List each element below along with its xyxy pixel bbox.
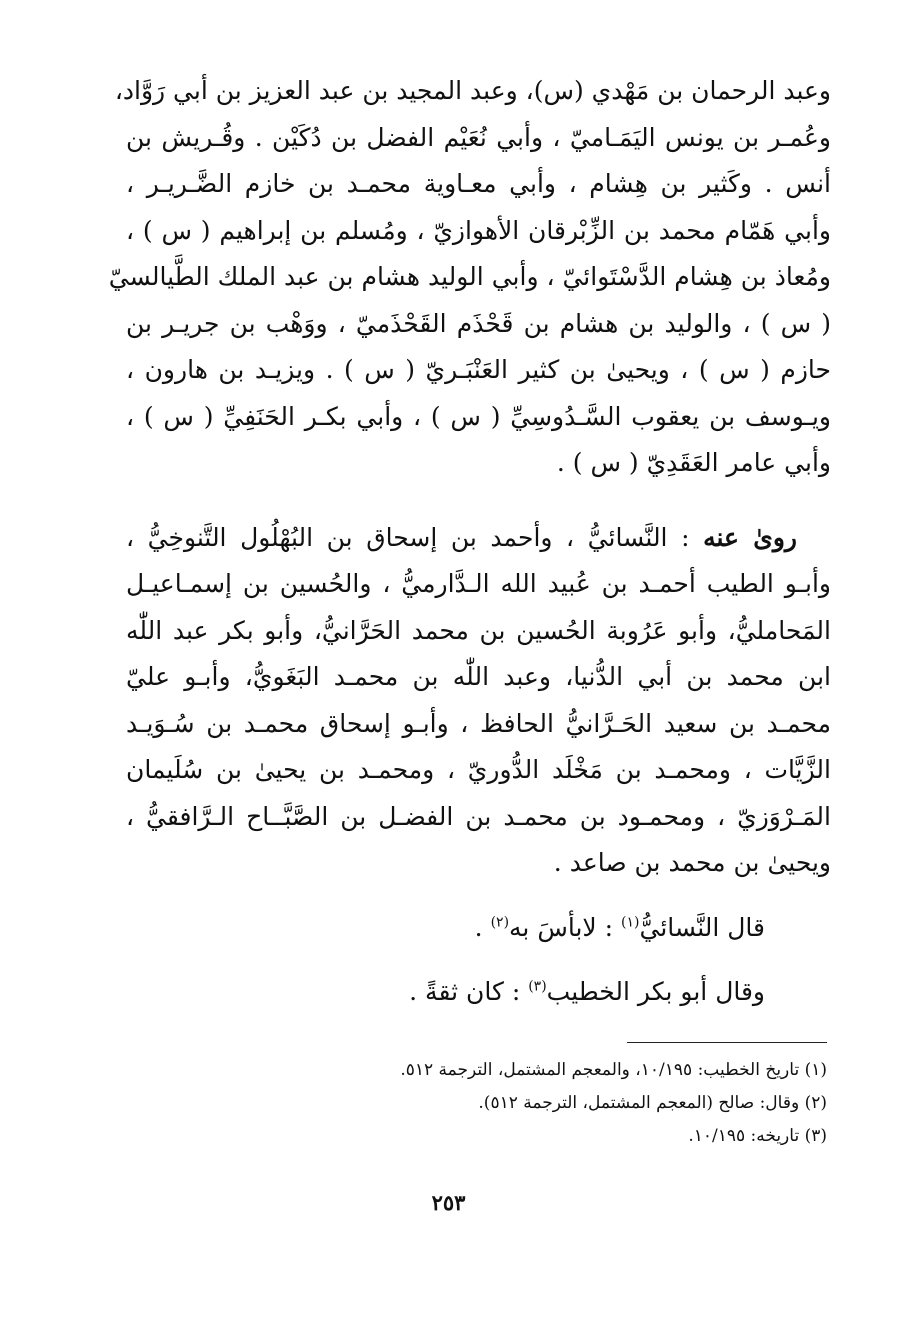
text-line: ( س ) ، والوليد بن هشام بن قَحْذَم القَحْذَميّ ، ووَهْب بن جريـر بن: [126, 308, 831, 338]
footnote-ref: (١): [621, 914, 640, 931]
footnote-item: (١) تاريخ الخطيب: ١٠/١٩٥، والمعجم المشتمل، الترجمة ٥١٢.: [400, 1060, 827, 1080]
text-line: [126, 515, 831, 562]
text-line: وأبي هَمّام محمد بن الزِّبْرقان الأهوازيّ ، ومُسلم بن إبراهيم ( س ) ،: [126, 215, 831, 245]
paragraph-gap: [126, 487, 831, 515]
text-line: المَحامليُّ، وأبو عَرُوبة الحُسين بن محمد الحَرَّانيُّ، وأبو بكر عبد اللّٰه: [126, 615, 831, 645]
main-text: [108, 68, 831, 1016]
text-run: : كان ثقةً .: [409, 977, 529, 1006]
quote-khatib: [126, 969, 831, 1016]
paragraph-gap: [126, 887, 831, 905]
text-line: وعبد الرحمان بن مَهْدي (س)، وعبد المجيد بن عبد العزيز بن أبي رَوَّاد،: [114, 76, 831, 105]
text-run: وقال أبو بكر الخطيب: [546, 977, 765, 1006]
footnote-item: (٣) تاريخه: ١٠/١٩٥.: [688, 1126, 827, 1146]
text-line: وعُمـر بن يونس اليَمَـاميّ ، وأبي نُعَيْم الفضل بن دُكَيْن . وقُـريش بن: [126, 122, 831, 152]
text-run: قال النَّسائيُّ: [639, 912, 765, 942]
text-run: : لابأسَ به: [509, 912, 622, 942]
text-line: ويحيىٰ بن محمد بن صاعد .: [553, 848, 831, 877]
section-label: روىٰ عنه: [703, 522, 798, 552]
text-run: .: [474, 912, 491, 942]
paragraph-narrated-by: [126, 515, 831, 887]
text-line: وأبـو الطيب أحمـد بن عُبيد الله الـدَّارميُّ ، والحُسين بن إسمـاعيـل: [126, 569, 831, 598]
text-line: أنس . وكَثير بن هِشام ، وأبي معـاوية محمـد بن خازم الضَّـريـر ،: [126, 169, 831, 198]
text-line: وأبي عامر العَقَدِيّ ( س ) .: [556, 448, 831, 477]
text-line: المَـرْوَزيّ ، ومحمـود بن محمـد بن الفضـل بن الصَّبَّــاح الـرَّافقيُّ ،: [126, 801, 831, 831]
quote-nasai: [126, 905, 831, 952]
text-line: حازم ( س ) ، ويحيىٰ بن كثير العَنْبَـريّ ( س ) . ويزيـد بن هارون ،: [126, 355, 831, 384]
page-number: ٢٥٣: [431, 1190, 466, 1215]
text-line: ويـوسف بن يعقوب السَّـدُوسِيِّ ( س ) ، وأبي بكـر الحَنَفِيِّ ( س ) ،: [126, 401, 831, 431]
text-line: محمـد بن سعيد الحَـرَّانيُّ الحافظ ، وأبـو إسحاق محمـد بن سُـوَيـد: [126, 708, 831, 738]
footnote-item: (٢) وقال: صالح (المعجم المشتمل، الترجمة ٥١٢).: [478, 1093, 827, 1113]
text-line: ومُعاذ بن هِشام الدَّسْتَوائيّ ، وأبي الوليد هشام بن عبد الملك الطَّيالسيّ: [108, 262, 831, 291]
footnote-ref: (٢): [490, 914, 510, 931]
paragraph-narrators-from: [108, 68, 831, 487]
text-line: الزَّيَّات ، ومحمـد بن مَخْلَد الدُّوريّ ، ومحمـد بن يحيىٰ بن سُلَيمان: [126, 755, 831, 784]
text-line: ابن محمد بن أبي الدُّنيا، وعبد اللّٰه بن محمـد البَغَويُّ، وأبـو عليّ: [126, 662, 831, 691]
footnote-separator: [627, 1042, 827, 1043]
footnote-ref: (٣): [528, 978, 547, 995]
paragraph-gap: [126, 951, 831, 969]
footnotes: [127, 1054, 827, 1153]
text-run: : النَّسائيُّ ، وأحمد بن إسحاق بن البُهْلُول التَّنوخِيُّ ،: [126, 522, 704, 552]
